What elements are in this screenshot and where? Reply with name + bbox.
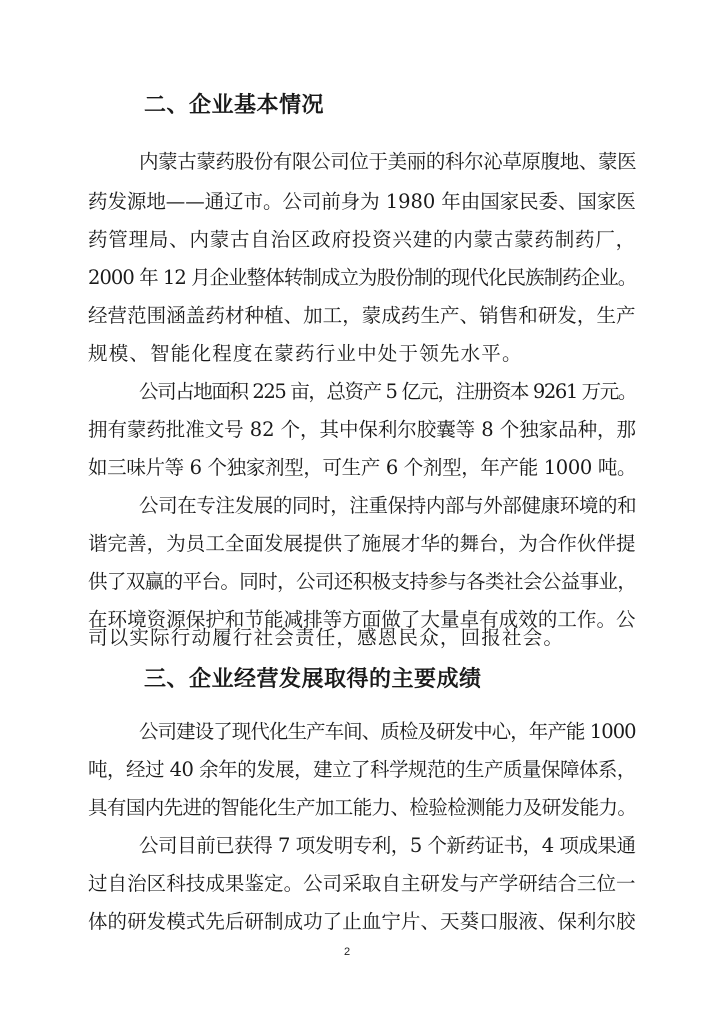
- paragraph-line: 吨，经过 40 余年的发展，建立了科学规范的生产质量保障体系，: [88, 758, 636, 781]
- paragraph-line: 拥有蒙药批准文号 82 个，其中保利尔胶囊等 8 个独家品种，那: [88, 418, 636, 441]
- page-number: 2: [344, 946, 351, 958]
- paragraph-line: 药发源地——通辽市。公司前身为 1980 年由国家民委、国家医: [88, 190, 636, 213]
- section-heading-achievements: 三、企业经营发展取得的主要成绩: [144, 667, 482, 692]
- paragraph-line: 司以实际行动履行社会责任，感恩民众，回报社会。: [88, 626, 565, 649]
- paragraph-line: 在环境资源保护和节能减排等方面做了大量卓有成效的工作。公: [88, 608, 636, 631]
- paragraph-line: 体的研发模式先后研制成功了止血宁片、天葵口服液、保利尔胶: [88, 910, 636, 933]
- paragraph-line: 药管理局、内蒙古自治区政府投资兴建的内蒙古蒙药制药厂，: [88, 228, 636, 251]
- paragraph-line: 经营范围涵盖药材种植、加工，蒙成药生产、销售和研发，生产: [88, 304, 636, 327]
- paragraph-line: 具有国内先进的智能化生产加工能力、检验检测能力及研发能力。: [88, 796, 637, 819]
- paragraph-line: 如三味片等 6 个独家剂型，可生产 6 个剂型，年产能 1000 吨。: [88, 456, 637, 479]
- paragraph-line: 谐完善，为员工全面发展提供了施展才华的舞台，为合作伙伴提: [88, 532, 636, 555]
- paragraph-line: 过自治区科技成果鉴定。公司采取自主研发与产学研结合三位一: [88, 872, 636, 895]
- paragraph-line: 公司建设了现代化生产车间、质检及研发中心，年产能 1000: [139, 720, 636, 743]
- paragraph-line: 公司占地面积 225 亩，总资产 5 亿元，注册资本 9261 万元。: [139, 380, 636, 403]
- paragraph-line: 公司目前已获得 7 项发明专利，5 个新药证书，4 项成果通: [139, 834, 636, 857]
- section-heading-company-overview: 二、企业基本情况: [144, 93, 325, 118]
- paragraph-line: 规模、智能化程度在蒙药行业中处于领先水平。: [88, 342, 523, 365]
- paragraph-line: 供了双赢的平台。同时，公司还积极支持参与各类社会公益事业，: [88, 570, 637, 593]
- paragraph-line: 内蒙古蒙药股份有限公司位于美丽的科尔沁草原腹地、蒙医: [139, 150, 637, 173]
- paragraph-line: 2000 年 12 月企业整体转制成立为股份制的现代化民族制药企业。: [88, 266, 637, 289]
- paragraph-line: 公司在专注发展的同时，注重保持内部与外部健康环境的和: [139, 494, 637, 517]
